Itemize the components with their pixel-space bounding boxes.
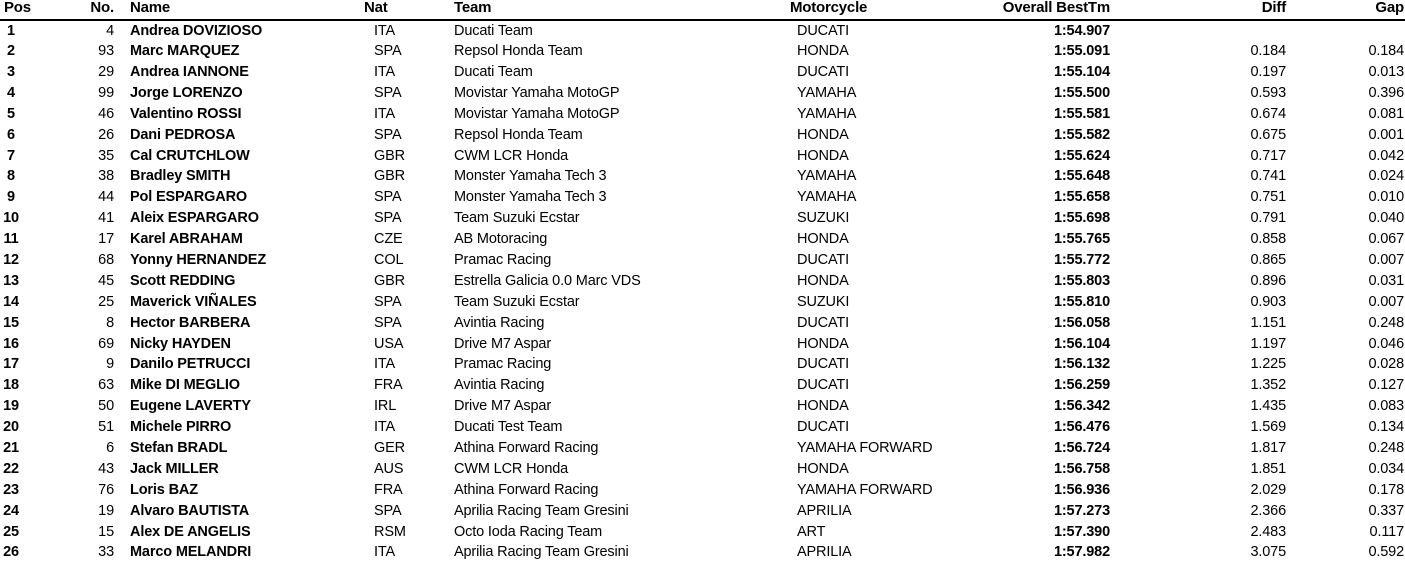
cell-name: Andrea IANNONE — [130, 63, 249, 80]
cell-motorcycle: DUCATI — [797, 419, 849, 436]
cell-besttm: 1:56.476 — [1053, 419, 1110, 436]
column-header-gap: Gap — [1375, 0, 1404, 16]
cell-name: Jack MILLER — [130, 460, 219, 477]
cell-no: 63 — [98, 377, 114, 394]
cell-team: Drive M7 Aspar — [454, 398, 552, 415]
cell-diff: 1.352 — [1250, 377, 1286, 394]
cell-besttm: 1:55.581 — [1053, 105, 1110, 122]
table-header-row — [0, 0, 1405, 20]
cell-nat: ITA — [374, 63, 396, 80]
cell-nat: ITA — [374, 544, 396, 561]
cell-team: Repsol Honda Team — [454, 126, 583, 143]
table-row — [0, 333, 1405, 354]
cell-diff: 2.029 — [1250, 481, 1286, 498]
cell-nat: RSM — [374, 523, 406, 540]
cell-besttm: 1:55.582 — [1053, 126, 1110, 143]
table-row — [0, 312, 1405, 333]
cell-motorcycle: HONDA — [797, 147, 849, 164]
cell-diff: 0.903 — [1250, 293, 1286, 310]
cell-no: 68 — [98, 251, 114, 268]
cell-name: Danilo PETRUCCI — [130, 356, 251, 373]
cell-besttm: 1:57.273 — [1053, 502, 1110, 519]
cell-pos: 6 — [7, 126, 15, 143]
cell-pos: 1 — [7, 22, 15, 39]
cell-besttm: 1:55.624 — [1053, 147, 1110, 164]
cell-name: Andrea DOVIZIOSO — [130, 22, 263, 39]
cell-nat: ITA — [374, 22, 396, 39]
cell-name: Aleix ESPARGARO — [130, 210, 259, 227]
table-row — [0, 375, 1405, 396]
cell-besttm: 1:56.936 — [1053, 481, 1110, 498]
cell-name: Hector BARBERA — [130, 314, 251, 331]
cell-name: Pol ESPARGARO — [130, 189, 248, 206]
table-row — [0, 166, 1405, 187]
cell-team: Monster Yamaha Tech 3 — [454, 168, 607, 185]
cell-pos: 15 — [3, 314, 19, 331]
table-body — [0, 20, 1405, 563]
cell-team: Team Suzuki Ecstar — [454, 210, 580, 227]
cell-motorcycle: DUCATI — [797, 251, 849, 268]
cell-gap: 0.007 — [1368, 251, 1404, 268]
cell-team: Ducati Team — [454, 22, 533, 39]
cell-team: Team Suzuki Ecstar — [454, 293, 580, 310]
cell-besttm: 1:56.104 — [1053, 335, 1110, 352]
cell-besttm: 1:55.772 — [1053, 251, 1110, 268]
cell-no: 45 — [98, 272, 114, 289]
cell-team: Ducati Test Team — [454, 419, 563, 436]
cell-gap: 0.024 — [1368, 168, 1404, 185]
cell-name: Yonny HERNANDEZ — [130, 251, 267, 268]
cell-team: Avintia Racing — [454, 314, 545, 331]
cell-name: Eugene LAVERTY — [130, 398, 251, 415]
cell-pos: 23 — [3, 481, 19, 498]
cell-motorcycle: SUZUKI — [797, 210, 850, 227]
cell-besttm: 1:55.810 — [1053, 293, 1110, 310]
column-header-pos: Pos — [4, 0, 31, 16]
cell-name: Nicky HAYDEN — [130, 335, 231, 352]
table-row — [0, 542, 1405, 563]
cell-no: 29 — [98, 63, 114, 80]
cell-diff: 0.674 — [1250, 105, 1286, 122]
cell-name: Dani PEDROSA — [130, 126, 236, 143]
cell-pos: 11 — [3, 231, 19, 248]
cell-besttm: 1:55.648 — [1053, 168, 1110, 185]
cell-pos: 16 — [3, 335, 19, 352]
cell-motorcycle: YAMAHA — [797, 189, 857, 206]
cell-gap: 0.117 — [1369, 523, 1404, 540]
cell-gap — [1287, 20, 1405, 41]
cell-name: Scott REDDING — [130, 272, 236, 289]
cell-no: 26 — [98, 126, 114, 143]
cell-team: Athina Forward Racing — [454, 440, 599, 456]
cell-nat: ITA — [374, 105, 396, 122]
cell-team: Pramac Racing — [454, 356, 552, 373]
cell-besttm: 1:55.500 — [1053, 84, 1110, 101]
cell-nat: SPA — [374, 126, 402, 143]
cell-team: Pramac Racing — [454, 251, 552, 268]
cell-diff: 0.197 — [1250, 63, 1286, 80]
cell-gap: 0.028 — [1368, 356, 1404, 373]
cell-pos: 20 — [3, 419, 19, 436]
table-row — [0, 354, 1405, 375]
cell-diff: 0.858 — [1250, 231, 1286, 248]
cell-name: Bradley SMITH — [130, 168, 231, 185]
cell-team: Movistar Yamaha MotoGP — [454, 84, 620, 101]
cell-nat: GER — [374, 440, 405, 456]
cell-name: Jorge LORENZO — [130, 84, 243, 101]
table-row — [0, 104, 1405, 125]
cell-besttm: 1:54.907 — [1053, 22, 1110, 39]
cell-motorcycle: DUCATI — [797, 22, 849, 39]
cell-team: CWM LCR Honda — [454, 147, 569, 164]
cell-team: Estrella Galicia 0.0 Marc VDS — [454, 272, 641, 289]
cell-team: Avintia Racing — [454, 377, 545, 394]
cell-motorcycle: HONDA — [797, 335, 849, 352]
cell-nat: USA — [374, 335, 404, 352]
cell-nat: IRL — [374, 398, 397, 415]
cell-pos: 21 — [3, 440, 19, 456]
cell-motorcycle: HONDA — [797, 231, 849, 248]
cell-team: Drive M7 Aspar — [454, 335, 552, 352]
cell-besttm: 1:55.803 — [1053, 272, 1110, 289]
cell-diff: 1.851 — [1250, 460, 1286, 477]
table-row — [0, 250, 1405, 271]
table-row — [0, 459, 1405, 480]
cell-besttm: 1:57.390 — [1053, 523, 1110, 540]
cell-gap: 0.592 — [1368, 544, 1404, 561]
table-header — [0, 0, 1405, 20]
cell-name: Alex DE ANGELIS — [130, 523, 251, 540]
cell-motorcycle: ART — [797, 523, 826, 540]
cell-diff: 0.717 — [1250, 147, 1286, 164]
cell-besttm: 1:56.342 — [1053, 398, 1110, 415]
cell-no: 25 — [98, 293, 114, 310]
cell-pos: 26 — [3, 544, 19, 561]
cell-gap: 0.184 — [1368, 43, 1404, 60]
cell-pos: 4 — [7, 84, 15, 101]
cell-motorcycle: HONDA — [797, 126, 849, 143]
cell-team: Repsol Honda Team — [454, 43, 583, 60]
cell-gap: 0.337 — [1368, 502, 1404, 519]
cell-no: 17 — [98, 231, 114, 248]
cell-motorcycle: YAMAHA — [797, 105, 857, 122]
cell-nat: GBR — [374, 147, 405, 164]
cell-pos: 25 — [3, 523, 19, 540]
cell-nat: GBR — [374, 272, 405, 289]
table-row — [0, 41, 1405, 62]
cell-pos: 2 — [7, 43, 15, 60]
cell-pos: 5 — [7, 105, 15, 122]
cell-pos: 12 — [3, 251, 19, 268]
cell-besttm: 1:56.758 — [1053, 460, 1110, 477]
cell-pos: 17 — [3, 356, 19, 373]
table-row — [0, 500, 1405, 521]
cell-besttm: 1:55.091 — [1053, 43, 1110, 60]
cell-gap: 0.007 — [1368, 293, 1404, 310]
cell-besttm: 1:55.658 — [1053, 189, 1110, 206]
column-header-no: No. — [90, 0, 114, 16]
cell-pos: 22 — [3, 460, 19, 477]
cell-nat: COL — [374, 251, 404, 268]
cell-motorcycle: DUCATI — [797, 356, 849, 373]
cell-team: Movistar Yamaha MotoGP — [454, 105, 620, 122]
cell-gap: 0.031 — [1368, 272, 1404, 289]
cell-motorcycle: HONDA — [797, 43, 849, 60]
table-row — [0, 20, 1405, 41]
table-row — [0, 271, 1405, 292]
cell-motorcycle: HONDA — [797, 398, 849, 415]
cell-motorcycle: APRILIA — [797, 502, 852, 519]
cell-pos: 19 — [3, 398, 19, 415]
table-row — [0, 292, 1405, 313]
cell-name: Stefan BRADL — [130, 440, 228, 456]
cell-diff: 0.791 — [1250, 210, 1286, 227]
cell-gap: 0.248 — [1368, 440, 1404, 456]
cell-nat: FRA — [374, 481, 403, 498]
cell-pos: 8 — [7, 168, 15, 185]
cell-nat: GBR — [374, 168, 405, 185]
table-row — [0, 396, 1405, 417]
cell-pos: 14 — [3, 293, 19, 310]
cell-pos: 18 — [3, 377, 19, 394]
table-row — [0, 438, 1405, 459]
cell-pos: 24 — [3, 502, 19, 519]
cell-besttm: 1:55.104 — [1053, 63, 1110, 80]
cell-no: 38 — [98, 168, 114, 185]
column-header-team: Team — [454, 0, 492, 16]
cell-no: 50 — [98, 398, 114, 415]
cell-besttm: 1:56.058 — [1053, 314, 1110, 331]
cell-nat: SPA — [374, 210, 402, 227]
cell-team: Ducati Team — [454, 63, 533, 80]
cell-no: 35 — [98, 147, 114, 164]
column-header-besttm: Overall BestTm — [1002, 0, 1110, 16]
cell-no: 33 — [98, 544, 114, 561]
cell-diff: 1.225 — [1250, 356, 1286, 373]
cell-no: 41 — [98, 210, 114, 227]
cell-pos: 13 — [3, 272, 19, 289]
cell-motorcycle: HONDA — [797, 460, 849, 477]
cell-no: 51 — [98, 419, 114, 436]
cell-motorcycle: SUZUKI — [797, 293, 850, 310]
cell-no: 19 — [98, 502, 114, 519]
cell-pos: 10 — [3, 210, 19, 227]
cell-diff: 0.751 — [1250, 189, 1286, 206]
table-row — [0, 187, 1405, 208]
cell-diff: 1.197 — [1250, 335, 1286, 352]
cell-gap: 0.067 — [1368, 231, 1404, 248]
column-header-diff: Diff — [1261, 0, 1286, 16]
cell-besttm: 1:56.259 — [1053, 377, 1110, 394]
cell-no: 69 — [98, 335, 114, 352]
cell-diff: 0.593 — [1250, 84, 1286, 101]
cell-gap: 0.248 — [1368, 314, 1404, 331]
cell-name: Michele PIRRO — [130, 419, 232, 436]
cell-motorcycle: YAMAHA FORWARD — [797, 440, 933, 456]
cell-name: Mike DI MEGLIO — [130, 377, 240, 394]
table-row — [0, 62, 1405, 83]
cell-team: Aprilia Racing Team Gresini — [454, 502, 629, 519]
cell-no: 46 — [98, 105, 114, 122]
cell-besttm: 1:55.698 — [1053, 210, 1110, 227]
cell-gap: 0.134 — [1368, 419, 1404, 436]
cell-gap: 0.042 — [1368, 147, 1404, 164]
cell-gap: 0.013 — [1368, 63, 1404, 80]
cell-team: Monster Yamaha Tech 3 — [454, 189, 607, 206]
cell-nat: SPA — [374, 314, 402, 331]
cell-no: 4 — [106, 22, 114, 39]
cell-gap: 0.001 — [1368, 126, 1404, 143]
cell-motorcycle: HONDA — [797, 272, 849, 289]
cell-motorcycle: APRILIA — [797, 544, 852, 561]
cell-gap: 0.178 — [1368, 481, 1404, 498]
cell-gap: 0.081 — [1368, 105, 1404, 122]
cell-no: 15 — [98, 523, 114, 540]
cell-diff: 1.151 — [1250, 314, 1286, 331]
cell-diff: 1.569 — [1250, 419, 1286, 436]
cell-name: Karel ABRAHAM — [130, 231, 243, 248]
table-row — [0, 124, 1405, 145]
cell-diff: 0.741 — [1250, 168, 1286, 185]
table-row — [0, 83, 1405, 104]
cell-nat: AUS — [374, 460, 404, 477]
cell-name: Valentino ROSSI — [130, 105, 242, 122]
cell-no: 9 — [106, 356, 114, 373]
cell-diff: 1.435 — [1250, 398, 1286, 415]
cell-motorcycle: DUCATI — [797, 377, 849, 394]
cell-no: 6 — [106, 440, 114, 456]
table-row — [0, 208, 1405, 229]
cell-name: Cal CRUTCHLOW — [130, 147, 250, 164]
cell-besttm: 1:56.724 — [1053, 440, 1110, 456]
cell-name: Marc MARQUEZ — [130, 43, 240, 60]
cell-diff: 3.075 — [1250, 544, 1286, 561]
cell-gap: 0.010 — [1368, 189, 1404, 206]
cell-besttm: 1:57.982 — [1053, 544, 1110, 561]
cell-name: Loris BAZ — [130, 481, 198, 498]
cell-no: 76 — [98, 481, 114, 498]
cell-gap: 0.046 — [1368, 335, 1404, 352]
cell-team: Athina Forward Racing — [454, 481, 599, 498]
cell-motorcycle: DUCATI — [797, 314, 849, 331]
column-header-nat: Nat — [364, 0, 388, 16]
cell-nat: ITA — [374, 419, 396, 436]
cell-pos: 7 — [7, 147, 15, 164]
cell-besttm: 1:55.765 — [1053, 231, 1110, 248]
table-row — [0, 417, 1405, 438]
cell-no: 8 — [106, 314, 114, 331]
cell-diff: 2.483 — [1250, 523, 1286, 540]
cell-gap: 0.127 — [1368, 377, 1404, 394]
cell-no: 93 — [98, 43, 114, 60]
cell-gap: 0.034 — [1368, 460, 1404, 477]
cell-motorcycle: DUCATI — [797, 63, 849, 80]
table-row — [0, 229, 1405, 250]
cell-motorcycle: YAMAHA — [797, 168, 857, 185]
cell-nat: ITA — [374, 356, 396, 373]
cell-nat: CZE — [374, 231, 403, 248]
cell-nat: SPA — [374, 502, 402, 519]
cell-no: 99 — [98, 84, 114, 101]
cell-nat: SPA — [374, 293, 402, 310]
cell-team: AB Motoracing — [454, 231, 548, 248]
cell-diff: 0.675 — [1250, 126, 1286, 143]
cell-name: Maverick VIÑALES — [130, 293, 257, 310]
cell-gap: 0.040 — [1368, 210, 1404, 227]
table-row — [0, 480, 1405, 501]
column-header-motorcycle: Motorcycle — [790, 0, 868, 16]
cell-motorcycle: YAMAHA FORWARD — [797, 481, 933, 498]
cell-no: 43 — [98, 460, 114, 477]
cell-diff: 2.366 — [1250, 502, 1286, 519]
cell-diff: 0.184 — [1250, 43, 1286, 60]
cell-gap: 0.083 — [1368, 398, 1404, 415]
cell-nat: SPA — [374, 43, 402, 60]
cell-team: Aprilia Racing Team Gresini — [454, 544, 629, 561]
table-row — [0, 145, 1405, 166]
cell-name: Alvaro BAUTISTA — [130, 502, 250, 519]
table-row — [0, 521, 1405, 542]
cell-name: Marco MELANDRI — [130, 544, 252, 561]
cell-nat: SPA — [374, 84, 402, 101]
column-header-name: Name — [130, 0, 171, 16]
cell-motorcycle: YAMAHA — [797, 84, 857, 101]
cell-team: Octo Ioda Racing Team — [454, 523, 603, 540]
cell-nat: SPA — [374, 189, 402, 206]
cell-team: CWM LCR Honda — [454, 460, 569, 477]
cell-pos: 3 — [7, 63, 15, 80]
cell-diff — [1125, 20, 1287, 41]
cell-no: 44 — [98, 189, 114, 206]
cell-besttm: 1:56.132 — [1053, 356, 1110, 373]
cell-diff: 0.896 — [1250, 272, 1286, 289]
cell-pos: 9 — [7, 189, 15, 206]
cell-diff: 0.865 — [1250, 251, 1286, 268]
cell-diff: 1.817 — [1250, 440, 1286, 456]
cell-nat: FRA — [374, 377, 403, 394]
cell-gap: 0.396 — [1368, 84, 1404, 101]
